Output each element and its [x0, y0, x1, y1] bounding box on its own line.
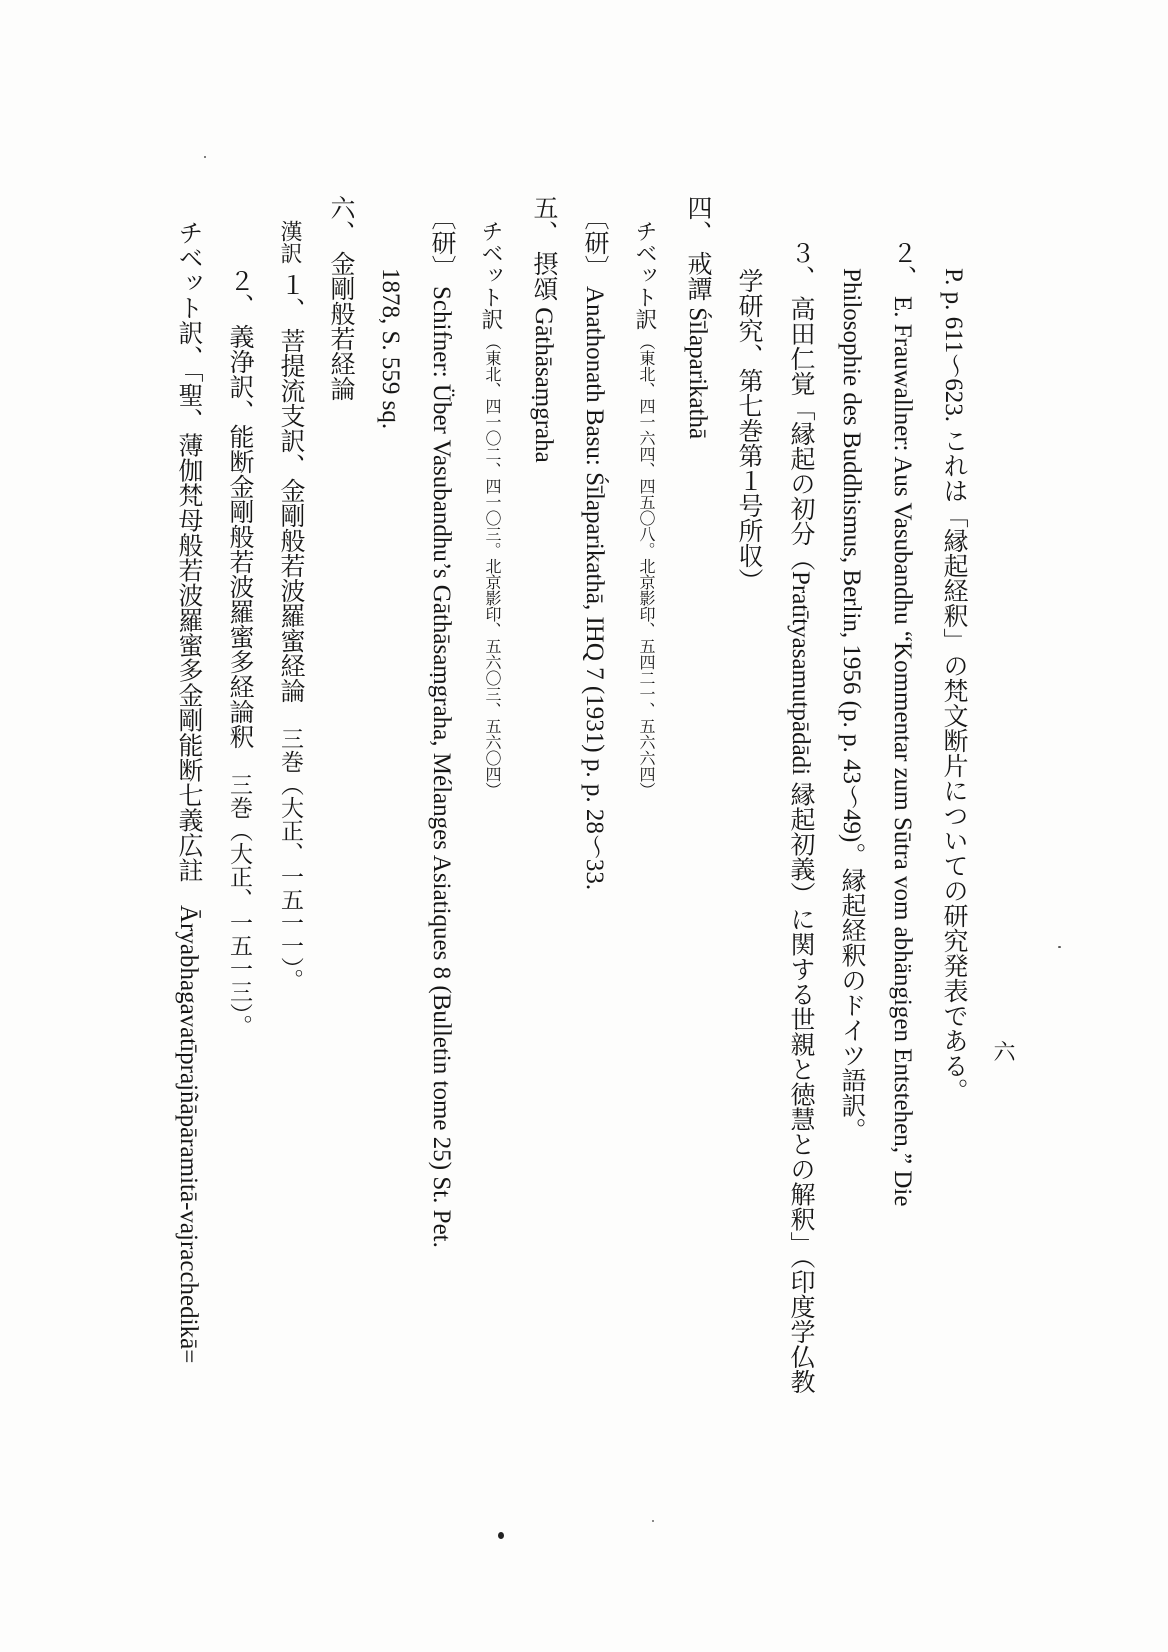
- line-frauwallner-continuation: [835, 268, 867, 1142]
- line-text: 1878, S. 559 sq.: [377, 268, 404, 430]
- list-marker: ２、: [889, 240, 916, 290]
- line-text: チベット訳、「聖、薄伽梵母般若波羅蜜多金剛能断七義広註: [175, 220, 202, 883]
- line-label: チベット訳: [633, 220, 658, 330]
- line-text: Anathonath Basu: Śīlaparikathā, IHQ 7 (1931) p. p. 28～33.: [581, 286, 608, 891]
- line-label: チベット訳: [479, 220, 504, 330]
- line-text: 学研究、第七巻第１号所収）: [735, 268, 762, 593]
- line-text: Philosophie des Buddhismus, Berlin, 1956 (p. p. 43～49)。縁起経釈のドイツ語訳。: [838, 268, 865, 1143]
- line-tibetan-translation: [475, 220, 507, 798]
- line-text: 義浄訳、能断金剛般若波羅蜜多経論釈: [226, 324, 253, 749]
- line-text: 菩提流支訳、金剛般若波羅蜜経論: [277, 328, 304, 703]
- volume-reference: 三巻（大正、一五一三）。: [227, 773, 252, 1038]
- line-chinese-translation-2: [223, 268, 255, 1038]
- research-marker: 〔研〕: [428, 205, 455, 280]
- list-marker: ３、: [787, 240, 814, 290]
- volume-reference: 三巻（大正、一五一一）。: [278, 727, 303, 992]
- line-research-schiefner: [425, 205, 457, 1248]
- line-tibetan-translation: [629, 220, 661, 798]
- line-frauwallner-reference: [886, 240, 918, 1206]
- page-number: 六: [990, 1040, 1015, 1062]
- catalogue-numbers: （東北、四一〇二、四一〇三。北京影印、五六〇三、五六〇四）: [483, 334, 500, 798]
- scan-speck: [498, 1532, 504, 1539]
- line-fragment-study-note: [937, 268, 969, 1103]
- line-chinese-translation-1: [274, 220, 306, 992]
- section-heading-4: [681, 195, 713, 439]
- line-takata-continuation: [732, 268, 764, 593]
- line-text: P. p. 611～623. これは「縁起経釈」の梵文断片についての研究発表である。: [940, 268, 967, 1104]
- catalogue-numbers: （東北、四一六四、四五〇八。北京影印、五四二一、五六六四）: [637, 334, 654, 798]
- line-label: 漢訳: [278, 220, 303, 264]
- line-text: E. Frauwallner: Aus Vasubandhu “Kommentar zum Sūtra vom abhängigen Entstehen,” Die: [889, 296, 916, 1207]
- section-title: 摂頌 Gāthāsaṃgraha: [530, 251, 557, 463]
- line-research-basu: [578, 205, 610, 890]
- sanskrit-title: Āryabhagavatīprajñāpāramitā-vajracchedikā=: [175, 904, 202, 1363]
- line-takata-reference: [784, 240, 816, 1394]
- section-number: 六、: [327, 195, 354, 245]
- list-marker: １、: [277, 272, 304, 322]
- scan-speck: [1058, 946, 1061, 948]
- section-title: 戒譚 Śīlaparikathā: [684, 251, 711, 440]
- line-text: Schifner: Über Vasubandhu’s Gāthāsaṃgraha, Mélanges Asiatiques 8 (Bulletin tome 25) St. Pet.: [428, 286, 455, 1248]
- line-tibetan-title: [172, 220, 204, 1363]
- scan-speck: [652, 1520, 654, 1522]
- line-text: 高田仁覚「縁起の初分（Pratītyasamutpādādi 縁起初義）に関する世親と徳慧との解釈」（印度学仏教: [787, 296, 814, 1394]
- section-heading-5: [527, 195, 559, 463]
- line-schiefner-continuation: [374, 268, 406, 429]
- section-number: 五、: [530, 195, 557, 245]
- research-marker: 〔研〕: [581, 205, 608, 280]
- scan-speck: [204, 156, 206, 158]
- section-title: 金剛般若経論: [327, 251, 354, 401]
- section-heading-6: [324, 195, 356, 401]
- list-marker: ２、: [226, 268, 253, 318]
- section-number: 四、: [684, 195, 711, 245]
